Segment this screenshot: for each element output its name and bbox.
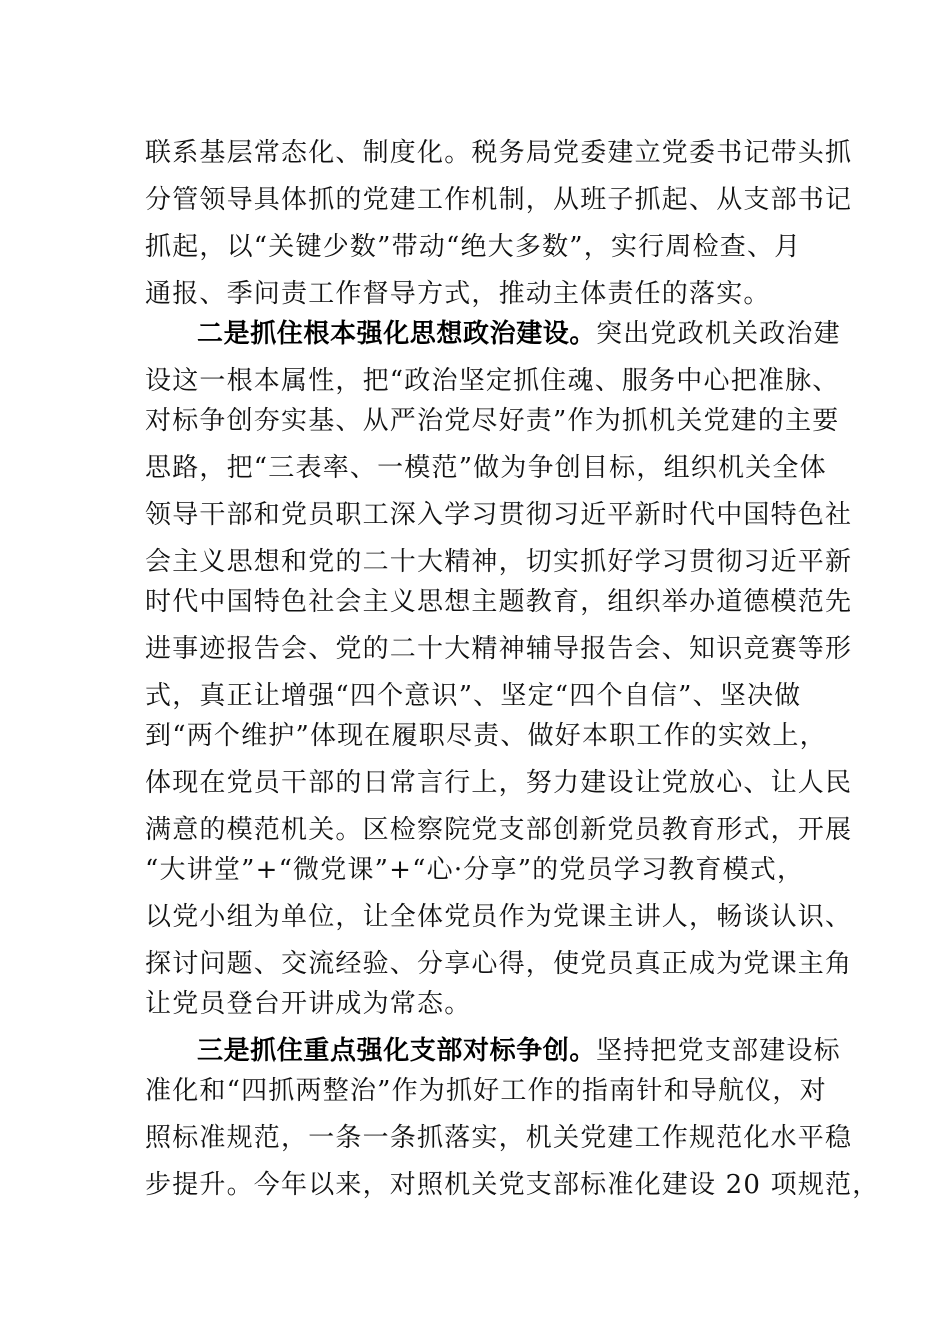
paragraph-2-line-4: 思路，把“三表率、一模范”做为争创目标，组织机关全体 [145,453,827,483]
paragraph-2-line-11: 体现在党员干部的日常言行上，努力建设让党放心、让人民 [145,768,853,798]
paragraph-3-line-3: 照标准规范，一条一条抓落实，机关党建工作规范化水平稳 [145,1123,853,1153]
paragraph-3-first-line-text: 坚持把党支部建设标 [596,1036,841,1066]
paragraph-3-line-1 [197,1031,841,1071]
paragraph-2-line-6: 会主义思想和党的二十大精神，切实抓好学习贯彻习近平新 [145,547,853,577]
paragraph-2-line-15: 探讨问题、交流经验、分享心得，使党员真正成为党课主角 [145,949,853,979]
paragraph-2-line-5: 领导干部和党员职工深入学习贯彻习近平新时代中国特色社 [145,500,853,530]
paragraph-1-line-2: 分管领导具体抓的党建工作机制，从班子抓起、从支部书记 [145,185,853,215]
paragraph-2-line-12: 满意的模范机关。区检察院党支部创新党员教育形式，开展 [145,815,853,845]
paragraph-1-line-3: 抓起，以“关键少数”带动“绝大多数”，实行周检查、月 [145,232,802,262]
paragraph-2-line-2: 设这一根本属性，把“政治坚定抓住魂、服务中心把准脉、 [145,366,840,396]
paragraph-2-line-3: 对标争创夯实基、从严治党尽好责”作为抓机关党建的主要 [145,406,840,436]
paragraph-3-lead-heading: 三是抓住重点强化支部对标争创。 [197,1036,597,1066]
paragraph-2-line-8: 进事迹报告会、党的二十大精神辅导报告会、知识竞赛等形 [145,634,853,664]
paragraph-2-line-14: 以党小组为单位，让全体党员作为党课主讲人，畅谈认识、 [145,902,853,932]
paragraph-2-line-10: 到“两个维护”体现在履职尽责、做好本职工作的实效上， [145,721,827,751]
paragraph-2-line-9: 式，真正让增强“四个意识”、坚定“四个自信”、坚决做 [145,681,802,711]
paragraph-3-line-2: 准化和“四抓两整治”作为抓好工作的指南针和导航仪，对 [145,1076,827,1106]
paragraph-3-line-4: 步提升。今年以来，对照机关党支部标准化建设 20 项规范， [145,1170,880,1200]
paragraph-2-lead-heading: 二是抓住根本强化思想政治建设。 [197,319,597,349]
paragraph-2-line-7: 时代中国特色社会主义思想主题教育，组织举办道德模范先 [145,587,853,617]
paragraph-2-line-16: 让党员登台开讲成为常态。 [145,989,472,1019]
paragraph-1-line-1: 联系基层常态化、制度化。税务局党委建立党委书记带头抓 [145,138,853,168]
paragraph-1-line-4: 通报、季问责工作督导方式，推动主体责任的落实。 [145,279,771,309]
paragraph-2-line-1 [197,314,841,354]
paragraph-2-line-13: “大讲堂”+“微党课”+“心·分享”的党员学习教育模式， [145,855,805,885]
paragraph-2-first-line-text: 突出党政机关政治建 [596,319,841,349]
